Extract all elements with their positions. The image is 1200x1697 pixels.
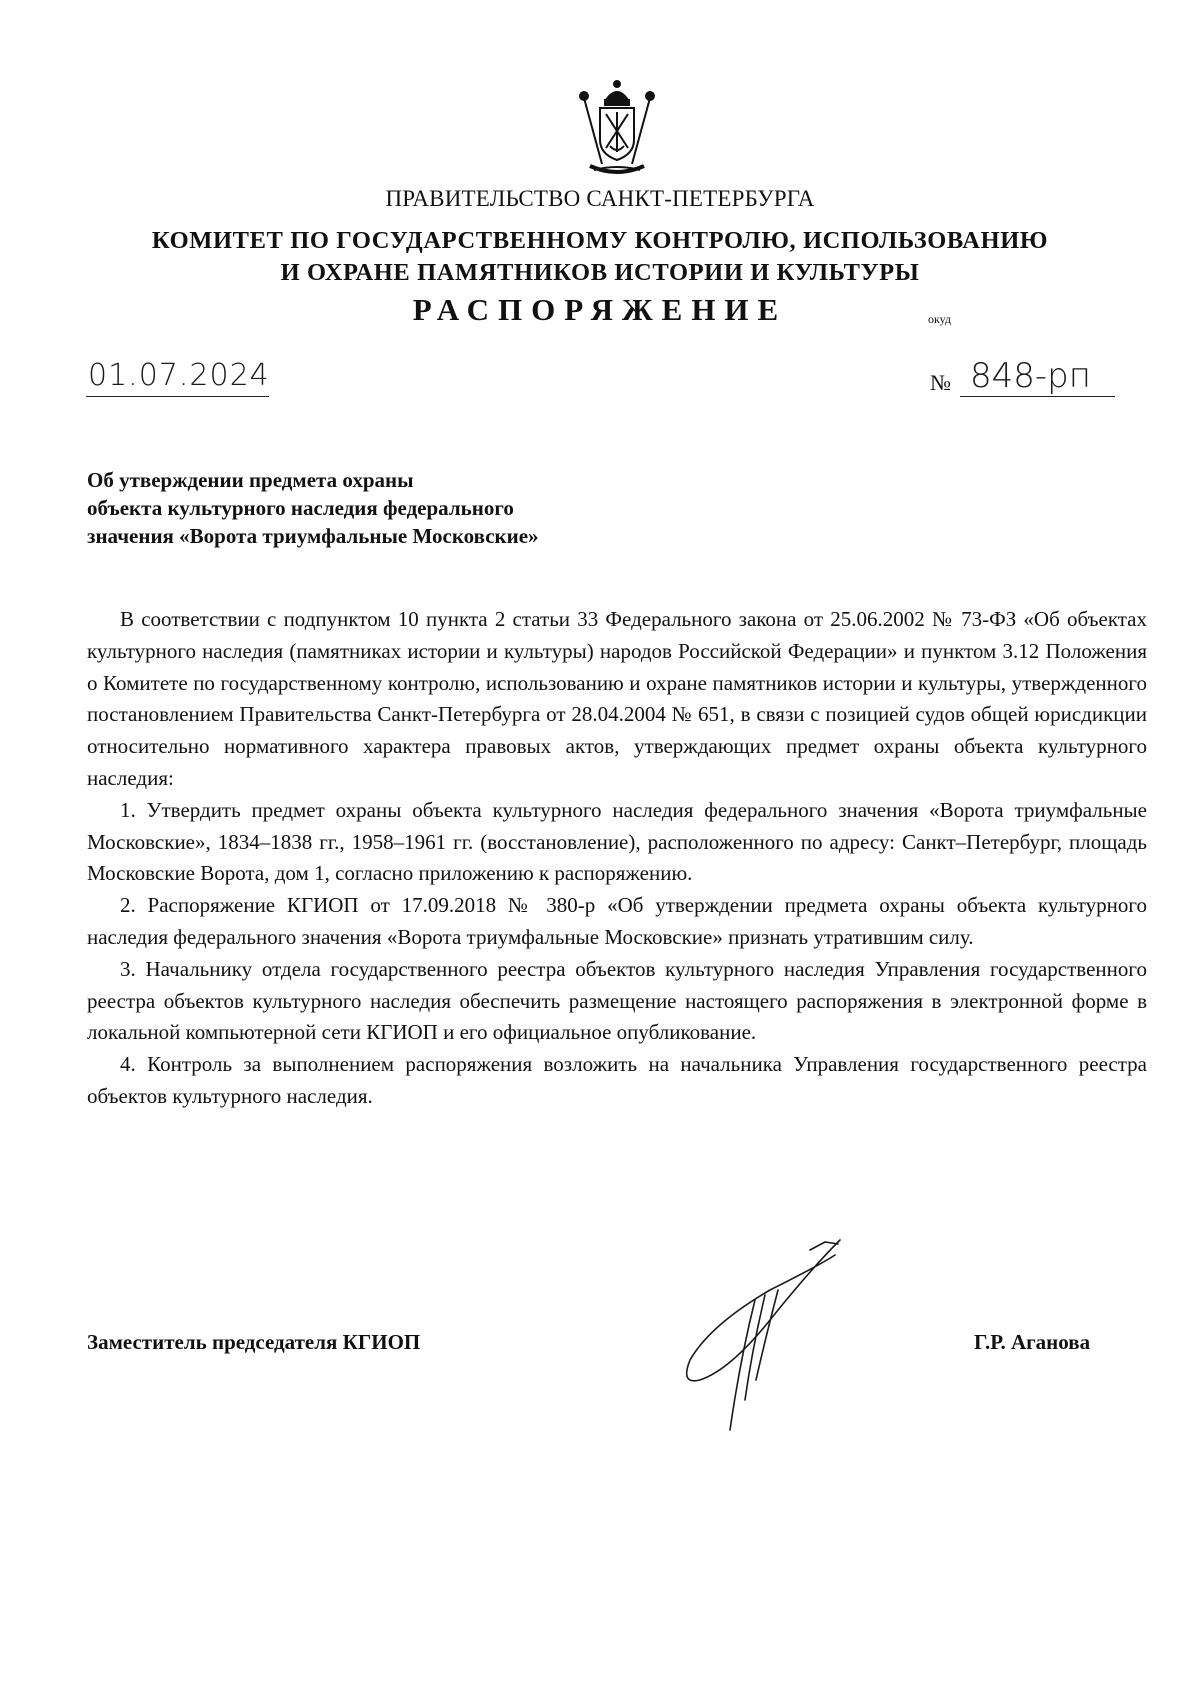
- number-sign: №: [930, 370, 951, 395]
- handwritten-signature-icon: [660, 1230, 880, 1440]
- document-type-title: РАСПОРЯЖЕНИЕ: [412, 292, 788, 327]
- okud-label: окуд: [928, 312, 952, 326]
- signatory-name: Г.Р. Аганова: [974, 1330, 1091, 1354]
- item-2-paragraph: 2. Распоряжение КГИОП от 17.09.2018 № 380-р «Об утверждении предмета охраны объекта культурного наследия федерального значения «Ворота триумфальные Московские» признать утратившим силу.: [87, 893, 1147, 949]
- signatory-position: Заместитель председателя КГИОП: [87, 1330, 421, 1354]
- item-4-paragraph: 4. Контроль за выполнением распоряжения возложить на начальника Управления государственного реестра объектов культурного наследия.: [87, 1052, 1147, 1108]
- subject-line-2: объекта культурного наследия федерального: [87, 496, 514, 520]
- item-1-paragraph: 1. Утвердить предмет охраны объекта культурного наследия федерального значения «Ворота триумфальные Московские», 1834–1838 гг., 1958–1961 гг. (восстановление), расположенного по адресу: Санкт–Петербург, площадь Московские Ворота, дом 1, согласно приложению к распоряжению.: [87, 797, 1147, 886]
- subject-line-3: значения «Ворота триумфальные Московские»: [87, 524, 539, 548]
- government-name: ПРАВИТЕЛЬСТВО САНКТ-ПЕТЕРБУРГА: [385, 186, 815, 211]
- document-date: 01.07.2024: [88, 358, 270, 393]
- coat-of-arms-icon: [572, 78, 662, 178]
- committee-line-1: КОМИТЕТ ПО ГОСУДАРСТВЕННОМУ КОНТРОЛЮ, ИСПОЛЬЗОВАНИЮ: [151, 227, 1049, 254]
- number-underline: [960, 396, 1115, 397]
- subject-line-1: Об утверждении предмета охраны: [87, 468, 414, 492]
- document-body: [87, 604, 1147, 1113]
- committee-line-2: И ОХРАНЕ ПАМЯТНИКОВ ИСТОРИИ И КУЛЬТУРЫ: [280, 259, 920, 286]
- committee-name: [0, 225, 1200, 289]
- document-number: 848-рп: [970, 356, 1091, 396]
- document-subject: [87, 466, 539, 550]
- preamble-paragraph: В соответствии с подпунктом 10 пункта 2 статьи 33 Федерального закона от 25.06.2002 № 73-ФЗ «Об объектах культурного наследия (памятниках истории и культуры) народов Российской Федерации» и пунктом 3.12 Положения о Комитете по государственному контролю, использованию и охране памятников истории и культуры, утвержденного постановлением Правительства Санкт-Петербурга от 28.04.2004 № 651, в связи с позицией судов общей юрисдикции относительно нормативного характера правовых актов, утверждающих предмет охраны объекта культурного наследия:: [87, 607, 1147, 790]
- item-3-paragraph: 3. Начальнику отдела государственного реестра объектов культурного наследия Управления государственного реестра объектов культурного наследия обеспечить размещение настоящего распоряжения в электронной форме в локальной компьютерной сети КГИОП и его официальное опубликование.: [87, 956, 1147, 1045]
- date-underline: [86, 396, 269, 397]
